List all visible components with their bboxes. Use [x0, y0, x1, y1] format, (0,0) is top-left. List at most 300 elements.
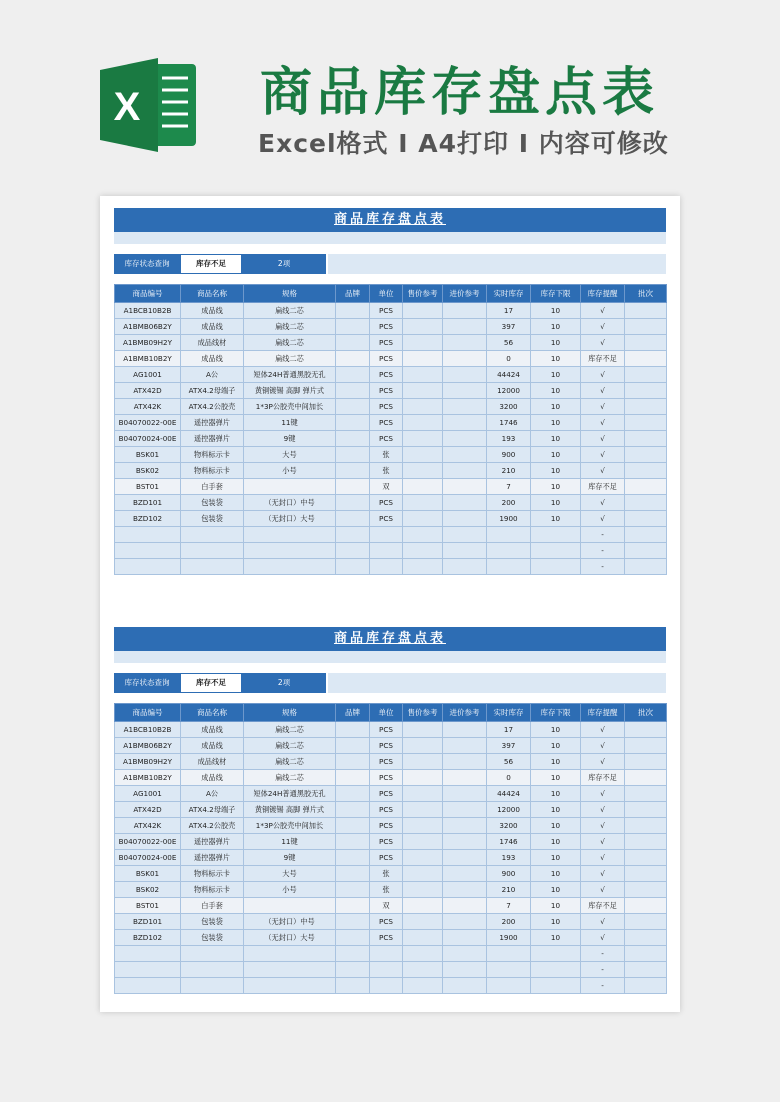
table-cell[interactable]: 短体24H普通黑胶无孔 [244, 786, 336, 802]
table-cell[interactable] [403, 543, 443, 559]
table-cell[interactable] [625, 559, 667, 575]
table-cell[interactable]: 1900 [487, 930, 531, 946]
table-cell[interactable] [403, 415, 443, 431]
table-cell[interactable] [443, 770, 487, 786]
table-cell[interactable] [336, 511, 370, 527]
table-cell[interactable]: PCS [370, 770, 403, 786]
table-cell[interactable]: PCS [370, 495, 403, 511]
table-cell[interactable]: 10 [531, 882, 581, 898]
table-cell[interactable] [625, 303, 667, 319]
table-cell[interactable] [403, 786, 443, 802]
table-cell[interactable] [443, 818, 487, 834]
table-cell[interactable]: 10 [531, 399, 581, 415]
table-cell[interactable]: 双 [370, 479, 403, 495]
table-cell[interactable] [403, 335, 443, 351]
table-cell[interactable] [403, 383, 443, 399]
table-cell[interactable] [403, 511, 443, 527]
table-cell[interactable]: 张 [370, 866, 403, 882]
table-cell[interactable]: B04070024-00E [115, 850, 181, 866]
table-cell[interactable]: √ [581, 319, 625, 335]
table-cell[interactable] [443, 850, 487, 866]
table-cell[interactable] [487, 946, 531, 962]
table-cell[interactable]: 900 [487, 447, 531, 463]
table-cell[interactable] [625, 335, 667, 351]
table-cell[interactable] [244, 946, 336, 962]
table-cell[interactable] [625, 367, 667, 383]
table-cell[interactable]: 小号 [244, 463, 336, 479]
table-cell[interactable] [625, 914, 667, 930]
table-cell[interactable] [403, 898, 443, 914]
table-cell[interactable]: 0 [487, 351, 531, 367]
table-cell[interactable]: 库存不足 [581, 898, 625, 914]
table-cell[interactable] [244, 978, 336, 994]
table-cell[interactable]: 遥控器弹片 [181, 431, 244, 447]
table-cell[interactable]: 张 [370, 882, 403, 898]
table-cell[interactable] [531, 962, 581, 978]
table-cell[interactable]: 10 [531, 850, 581, 866]
table-cell[interactable] [625, 754, 667, 770]
table-cell[interactable]: 1*3P公胶壳中间加长 [244, 818, 336, 834]
table-cell[interactable]: 遥控器弹片 [181, 834, 244, 850]
table-cell[interactable]: 大号 [244, 447, 336, 463]
table-cell[interactable]: BST01 [115, 898, 181, 914]
table-cell[interactable]: 扁线二芯 [244, 722, 336, 738]
table-cell[interactable]: 3200 [487, 399, 531, 415]
table-cell[interactable]: √ [581, 431, 625, 447]
table-cell[interactable] [443, 559, 487, 575]
table-cell[interactable] [403, 479, 443, 495]
table-cell[interactable]: BSK01 [115, 447, 181, 463]
table-cell[interactable]: AG1001 [115, 367, 181, 383]
table-cell[interactable] [181, 559, 244, 575]
table-cell[interactable]: B04070024-00E [115, 431, 181, 447]
table-cell[interactable] [336, 882, 370, 898]
table-cell[interactable] [403, 962, 443, 978]
table-cell[interactable]: A公 [181, 367, 244, 383]
table-cell[interactable] [115, 527, 181, 543]
table-cell[interactable] [625, 511, 667, 527]
table-cell[interactable] [336, 543, 370, 559]
table-cell[interactable] [115, 962, 181, 978]
table-cell[interactable] [443, 543, 487, 559]
table-cell[interactable]: √ [581, 786, 625, 802]
table-cell[interactable] [370, 946, 403, 962]
table-cell[interactable]: 扁线二芯 [244, 754, 336, 770]
table-cell[interactable] [181, 527, 244, 543]
table-cell[interactable] [443, 722, 487, 738]
table-cell[interactable]: 3200 [487, 818, 531, 834]
table-cell[interactable] [625, 351, 667, 367]
table-cell[interactable] [487, 962, 531, 978]
table-cell[interactable]: A1BCB10B2B [115, 722, 181, 738]
table-cell[interactable] [336, 850, 370, 866]
table-cell[interactable] [625, 898, 667, 914]
table-cell[interactable]: 包装袋 [181, 495, 244, 511]
table-cell[interactable]: 10 [531, 367, 581, 383]
table-cell[interactable]: √ [581, 463, 625, 479]
table-cell[interactable] [443, 495, 487, 511]
table-cell[interactable] [443, 431, 487, 447]
table-cell[interactable]: 物料标示卡 [181, 882, 244, 898]
table-cell[interactable]: A1BMB06B2Y [115, 738, 181, 754]
table-cell[interactable]: √ [581, 850, 625, 866]
table-cell[interactable] [181, 543, 244, 559]
table-cell[interactable] [625, 882, 667, 898]
table-cell[interactable] [336, 367, 370, 383]
table-cell[interactable] [443, 447, 487, 463]
table-cell[interactable]: PCS [370, 303, 403, 319]
table-cell[interactable]: A1BMB10B2Y [115, 351, 181, 367]
table-cell[interactable]: AG1001 [115, 786, 181, 802]
table-cell[interactable] [336, 754, 370, 770]
table-cell[interactable]: 44424 [487, 367, 531, 383]
table-cell[interactable]: 张 [370, 447, 403, 463]
table-cell[interactable]: 193 [487, 431, 531, 447]
table-cell[interactable] [181, 978, 244, 994]
table-cell[interactable] [443, 754, 487, 770]
table-cell[interactable]: 397 [487, 738, 531, 754]
table-cell[interactable]: 10 [531, 786, 581, 802]
table-cell[interactable] [244, 527, 336, 543]
table-cell[interactable] [336, 930, 370, 946]
table-cell[interactable]: 12000 [487, 802, 531, 818]
table-cell[interactable]: 包装袋 [181, 914, 244, 930]
table-cell[interactable]: 库存不足 [581, 770, 625, 786]
table-cell[interactable]: - [581, 559, 625, 575]
table-cell[interactable]: BZD101 [115, 914, 181, 930]
table-cell[interactable] [336, 559, 370, 575]
table-cell[interactable] [443, 866, 487, 882]
table-cell[interactable]: 短体24H普通黑胶无孔 [244, 367, 336, 383]
table-cell[interactable]: 10 [531, 866, 581, 882]
table-cell[interactable] [403, 399, 443, 415]
table-cell[interactable] [625, 431, 667, 447]
table-cell[interactable] [336, 818, 370, 834]
table-cell[interactable]: √ [581, 495, 625, 511]
table-cell[interactable]: （无封口）大号 [244, 511, 336, 527]
table-cell[interactable]: 44424 [487, 786, 531, 802]
table-cell[interactable] [336, 802, 370, 818]
table-cell[interactable] [403, 866, 443, 882]
table-cell[interactable]: ATX4.2公胶壳 [181, 399, 244, 415]
table-cell[interactable] [181, 962, 244, 978]
table-cell[interactable]: A1BCB10B2B [115, 303, 181, 319]
table-cell[interactable]: B04070022-00E [115, 834, 181, 850]
table-cell[interactable] [625, 978, 667, 994]
table-cell[interactable] [443, 738, 487, 754]
table-cell[interactable] [403, 754, 443, 770]
table-cell[interactable]: 0 [487, 770, 531, 786]
table-cell[interactable] [336, 431, 370, 447]
table-cell[interactable]: √ [581, 511, 625, 527]
table-cell[interactable] [336, 303, 370, 319]
table-cell[interactable]: 遥控器弹片 [181, 415, 244, 431]
table-cell[interactable]: 成品线 [181, 351, 244, 367]
table-cell[interactable] [403, 882, 443, 898]
table-cell[interactable] [336, 319, 370, 335]
table-cell[interactable]: 200 [487, 914, 531, 930]
table-cell[interactable]: 大号 [244, 866, 336, 882]
table-cell[interactable]: √ [581, 367, 625, 383]
table-cell[interactable]: 210 [487, 463, 531, 479]
table-cell[interactable]: 张 [370, 463, 403, 479]
table-cell[interactable] [487, 543, 531, 559]
table-cell[interactable] [487, 978, 531, 994]
table-cell[interactable] [443, 802, 487, 818]
table-cell[interactable]: 扁线二芯 [244, 351, 336, 367]
table-cell[interactable] [625, 319, 667, 335]
table-cell[interactable]: PCS [370, 511, 403, 527]
table-cell[interactable]: 9键 [244, 431, 336, 447]
table-cell[interactable] [115, 946, 181, 962]
table-cell[interactable] [403, 818, 443, 834]
table-cell[interactable]: 1*3P公胶壳中间加长 [244, 399, 336, 415]
table-cell[interactable] [115, 543, 181, 559]
table-cell[interactable]: 物料标示卡 [181, 866, 244, 882]
table-cell[interactable]: 包装袋 [181, 511, 244, 527]
table-cell[interactable]: 10 [531, 770, 581, 786]
table-cell[interactable] [336, 866, 370, 882]
table-cell[interactable]: √ [581, 866, 625, 882]
table-cell[interactable] [443, 367, 487, 383]
table-cell[interactable]: √ [581, 802, 625, 818]
table-cell[interactable] [403, 463, 443, 479]
table-cell[interactable]: - [581, 962, 625, 978]
table-cell[interactable]: A1BMB10B2Y [115, 770, 181, 786]
table-cell[interactable] [403, 914, 443, 930]
table-cell[interactable] [625, 447, 667, 463]
table-cell[interactable]: 900 [487, 866, 531, 882]
table-cell[interactable]: B04070022-00E [115, 415, 181, 431]
table-cell[interactable]: ATX42K [115, 818, 181, 834]
table-cell[interactable]: 10 [531, 511, 581, 527]
table-cell[interactable]: - [581, 978, 625, 994]
table-cell[interactable] [336, 914, 370, 930]
table-cell[interactable] [625, 946, 667, 962]
status-query-select[interactable]: 库存不足 [180, 673, 242, 693]
table-cell[interactable]: 10 [531, 415, 581, 431]
table-cell[interactable] [336, 527, 370, 543]
table-cell[interactable]: 成品线 [181, 770, 244, 786]
table-cell[interactable]: √ [581, 882, 625, 898]
table-cell[interactable]: A1BMB06B2Y [115, 319, 181, 335]
table-cell[interactable]: PCS [370, 786, 403, 802]
table-cell[interactable]: 10 [531, 754, 581, 770]
table-cell[interactable]: PCS [370, 930, 403, 946]
table-cell[interactable]: A公 [181, 786, 244, 802]
table-cell[interactable] [336, 786, 370, 802]
table-cell[interactable] [625, 850, 667, 866]
table-cell[interactable] [443, 399, 487, 415]
table-cell[interactable] [625, 738, 667, 754]
table-cell[interactable] [443, 415, 487, 431]
table-cell[interactable]: 物料标示卡 [181, 463, 244, 479]
table-cell[interactable] [443, 303, 487, 319]
table-cell[interactable] [403, 495, 443, 511]
table-cell[interactable]: ATX4.2母端子 [181, 802, 244, 818]
table-cell[interactable]: ATX42D [115, 383, 181, 399]
table-cell[interactable]: 小号 [244, 882, 336, 898]
table-cell[interactable] [443, 511, 487, 527]
table-cell[interactable] [403, 447, 443, 463]
table-cell[interactable] [531, 527, 581, 543]
table-cell[interactable]: √ [581, 335, 625, 351]
table-cell[interactable]: 扁线二芯 [244, 335, 336, 351]
table-cell[interactable] [403, 527, 443, 543]
table-cell[interactable]: 白手套 [181, 898, 244, 914]
table-cell[interactable] [336, 335, 370, 351]
table-cell[interactable]: ATX42K [115, 399, 181, 415]
table-cell[interactable]: 包装袋 [181, 930, 244, 946]
table-cell[interactable]: 库存不足 [581, 351, 625, 367]
table-cell[interactable]: 17 [487, 722, 531, 738]
table-cell[interactable]: 10 [531, 479, 581, 495]
table-cell[interactable]: 扁线二芯 [244, 738, 336, 754]
table-cell[interactable] [336, 479, 370, 495]
table-cell[interactable]: PCS [370, 818, 403, 834]
table-cell[interactable] [370, 543, 403, 559]
table-cell[interactable] [336, 447, 370, 463]
table-cell[interactable]: √ [581, 303, 625, 319]
table-cell[interactable]: 扁线二芯 [244, 303, 336, 319]
table-cell[interactable] [403, 303, 443, 319]
table-cell[interactable]: 10 [531, 319, 581, 335]
table-cell[interactable]: 200 [487, 495, 531, 511]
table-cell[interactable]: 成品线 [181, 303, 244, 319]
table-cell[interactable]: √ [581, 930, 625, 946]
table-cell[interactable] [443, 946, 487, 962]
table-cell[interactable]: PCS [370, 802, 403, 818]
table-cell[interactable]: - [581, 946, 625, 962]
table-cell[interactable]: ATX42D [115, 802, 181, 818]
table-cell[interactable]: √ [581, 754, 625, 770]
table-cell[interactable] [625, 802, 667, 818]
table-cell[interactable]: 10 [531, 431, 581, 447]
table-cell[interactable]: （无封口）中号 [244, 914, 336, 930]
table-cell[interactable] [443, 351, 487, 367]
table-cell[interactable]: 11键 [244, 834, 336, 850]
table-cell[interactable] [443, 335, 487, 351]
table-cell[interactable] [443, 786, 487, 802]
table-cell[interactable]: √ [581, 415, 625, 431]
table-cell[interactable]: 1746 [487, 415, 531, 431]
table-cell[interactable] [531, 559, 581, 575]
table-cell[interactable]: 库存不足 [581, 479, 625, 495]
table-cell[interactable]: 成品线 [181, 319, 244, 335]
table-cell[interactable] [370, 962, 403, 978]
table-cell[interactable]: （无封口）大号 [244, 930, 336, 946]
table-cell[interactable]: 12000 [487, 383, 531, 399]
table-cell[interactable]: BST01 [115, 479, 181, 495]
table-cell[interactable]: 1746 [487, 834, 531, 850]
table-cell[interactable]: BSK01 [115, 866, 181, 882]
table-cell[interactable]: （无封口）中号 [244, 495, 336, 511]
table-cell[interactable]: 双 [370, 898, 403, 914]
table-cell[interactable]: BSK02 [115, 882, 181, 898]
table-cell[interactable]: 扁线二芯 [244, 770, 336, 786]
table-cell[interactable] [625, 463, 667, 479]
table-cell[interactable]: 56 [487, 335, 531, 351]
table-cell[interactable] [443, 898, 487, 914]
table-cell[interactable]: ATX4.2公胶壳 [181, 818, 244, 834]
table-cell[interactable]: 物料标示卡 [181, 447, 244, 463]
table-cell[interactable]: ATX4.2母端子 [181, 383, 244, 399]
table-cell[interactable]: 白手套 [181, 479, 244, 495]
table-cell[interactable]: PCS [370, 850, 403, 866]
table-cell[interactable] [625, 383, 667, 399]
table-cell[interactable]: PCS [370, 335, 403, 351]
table-cell[interactable] [443, 978, 487, 994]
table-cell[interactable]: PCS [370, 754, 403, 770]
table-cell[interactable] [336, 770, 370, 786]
table-cell[interactable] [403, 319, 443, 335]
table-cell[interactable] [443, 834, 487, 850]
table-cell[interactable] [403, 738, 443, 754]
table-cell[interactable] [625, 786, 667, 802]
table-cell[interactable] [487, 527, 531, 543]
table-cell[interactable] [244, 559, 336, 575]
table-cell[interactable] [336, 463, 370, 479]
table-cell[interactable] [336, 978, 370, 994]
table-cell[interactable] [487, 559, 531, 575]
table-cell[interactable] [443, 383, 487, 399]
table-cell[interactable] [244, 898, 336, 914]
table-cell[interactable]: √ [581, 447, 625, 463]
table-cell[interactable] [403, 367, 443, 383]
table-cell[interactable]: 10 [531, 463, 581, 479]
table-cell[interactable] [336, 495, 370, 511]
table-cell[interactable] [244, 543, 336, 559]
table-cell[interactable] [625, 543, 667, 559]
table-cell[interactable] [336, 383, 370, 399]
table-cell[interactable] [115, 978, 181, 994]
table-cell[interactable]: √ [581, 818, 625, 834]
table-cell[interactable]: 10 [531, 351, 581, 367]
table-cell[interactable]: 10 [531, 722, 581, 738]
table-cell[interactable]: 扁线二芯 [244, 319, 336, 335]
table-cell[interactable] [443, 463, 487, 479]
table-cell[interactable] [625, 818, 667, 834]
table-cell[interactable] [403, 722, 443, 738]
table-cell[interactable] [403, 770, 443, 786]
table-cell[interactable]: 10 [531, 930, 581, 946]
table-cell[interactable]: BZD102 [115, 930, 181, 946]
table-cell[interactable]: √ [581, 722, 625, 738]
table-cell[interactable] [336, 898, 370, 914]
table-cell[interactable] [625, 834, 667, 850]
table-cell[interactable]: PCS [370, 722, 403, 738]
table-cell[interactable]: - [581, 527, 625, 543]
table-cell[interactable]: BZD102 [115, 511, 181, 527]
table-cell[interactable]: PCS [370, 351, 403, 367]
table-cell[interactable] [403, 930, 443, 946]
table-cell[interactable]: BSK02 [115, 463, 181, 479]
table-cell[interactable] [403, 946, 443, 962]
table-cell[interactable]: 10 [531, 383, 581, 399]
table-cell[interactable]: √ [581, 399, 625, 415]
table-cell[interactable] [443, 962, 487, 978]
table-cell[interactable] [443, 319, 487, 335]
table-cell[interactable]: 10 [531, 834, 581, 850]
table-cell[interactable] [336, 415, 370, 431]
table-cell[interactable]: PCS [370, 431, 403, 447]
table-cell[interactable]: PCS [370, 834, 403, 850]
table-cell[interactable]: √ [581, 834, 625, 850]
table-cell[interactable] [403, 431, 443, 447]
table-cell[interactable]: 10 [531, 335, 581, 351]
table-cell[interactable]: PCS [370, 399, 403, 415]
table-cell[interactable] [443, 882, 487, 898]
